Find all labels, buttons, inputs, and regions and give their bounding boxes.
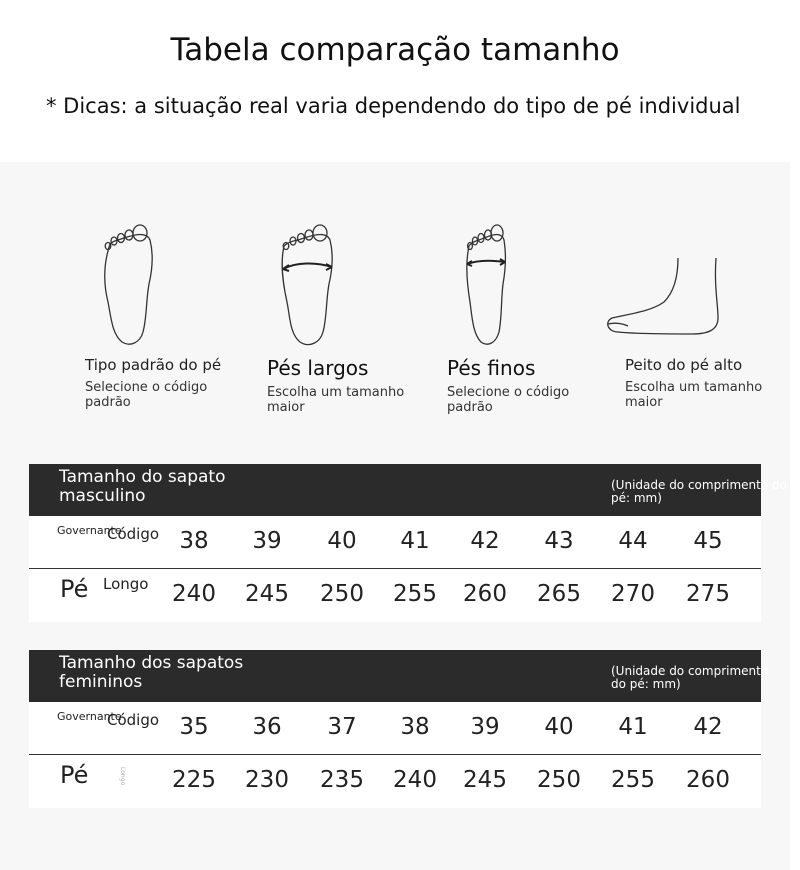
foot-type-title: Pés largos bbox=[267, 356, 369, 380]
size-code-cell: 40 bbox=[327, 528, 357, 554]
size-code-cell: 41 bbox=[618, 714, 648, 740]
foot-length-cell: 250 bbox=[537, 767, 581, 793]
foot-length-cell: 255 bbox=[611, 767, 655, 793]
foot-type-desc: Selecione o código padrão bbox=[85, 380, 208, 410]
foot-type-title: Tipo padrão do pé bbox=[85, 356, 222, 374]
foot-type-narrow bbox=[447, 356, 622, 415]
foot-length-cell: 265 bbox=[537, 581, 581, 607]
foot-type-desc: Selecione o código padrão bbox=[447, 385, 570, 415]
size-code-cell: 37 bbox=[327, 714, 357, 740]
table-title: Tamanho do sapato masculino bbox=[59, 467, 226, 506]
size-code-cell: 40 bbox=[544, 714, 574, 740]
foot-type-desc: Escolha um tamanho maior bbox=[267, 385, 405, 415]
size-code-cell: 38 bbox=[400, 714, 430, 740]
row-label-small: Longo bbox=[119, 767, 126, 786]
row-label: Código bbox=[107, 525, 160, 543]
row-label-small: Governante bbox=[57, 710, 122, 723]
foot-length-cell: 275 bbox=[686, 581, 730, 607]
foot-length-cell: 240 bbox=[393, 767, 437, 793]
foot-type-title: Peito do pé alto bbox=[625, 356, 743, 374]
foot-length-cell: 260 bbox=[686, 767, 730, 793]
foot-length-row bbox=[29, 569, 761, 622]
size-code-cell: 44 bbox=[618, 528, 648, 554]
womens-size-table bbox=[29, 650, 769, 808]
table-title: Tamanho dos sapatos femininos bbox=[59, 653, 244, 692]
row-label: Pé bbox=[60, 575, 89, 603]
row-label-small: Longo bbox=[103, 575, 149, 593]
foot-length-cell: 225 bbox=[172, 767, 216, 793]
row-label: Código bbox=[107, 711, 160, 729]
foot-length-cell: 245 bbox=[463, 767, 507, 793]
unit-note-line: do pé: mm) bbox=[611, 677, 681, 691]
unit-note bbox=[611, 664, 769, 691]
foot-type-desc: Escolha um tamanho maior bbox=[625, 380, 763, 410]
foot-length-cell: 270 bbox=[611, 581, 655, 607]
table-header bbox=[29, 650, 769, 702]
size-code-cell: 36 bbox=[252, 714, 282, 740]
header-area bbox=[0, 0, 790, 162]
unit-note bbox=[611, 478, 787, 505]
high-instep-icon bbox=[606, 256, 722, 338]
standard-foot-icon bbox=[100, 222, 156, 346]
foot-length-cell: 240 bbox=[172, 581, 216, 607]
size-code-cell: 43 bbox=[544, 528, 574, 554]
narrow-foot-icon bbox=[463, 222, 509, 346]
row-label-small: Governante bbox=[57, 524, 122, 537]
foot-type-wide bbox=[267, 356, 442, 415]
size-code-row bbox=[29, 702, 761, 755]
foot-type-title: Pés finos bbox=[447, 356, 536, 380]
foot-length-cell: 245 bbox=[245, 581, 289, 607]
tip-text: * Dicas: a situação real varia dependendo do tipo de pé individual bbox=[46, 94, 741, 118]
foot-length-cell: 250 bbox=[320, 581, 364, 607]
size-code-cell: 42 bbox=[693, 714, 723, 740]
table-header bbox=[29, 464, 787, 516]
foot-length-cell: 235 bbox=[320, 767, 364, 793]
foot-length-cell: 230 bbox=[245, 767, 289, 793]
unit-note-line: (Unidade do comprimento bbox=[611, 664, 769, 678]
row-label: Pé bbox=[60, 761, 89, 789]
size-code-cell: 45 bbox=[693, 528, 723, 554]
foot-type-high-instep bbox=[625, 356, 800, 410]
size-code-cell: 38 bbox=[179, 528, 209, 554]
foot-length-cell: 260 bbox=[463, 581, 507, 607]
size-code-cell: 39 bbox=[252, 528, 282, 554]
foot-type-standard bbox=[85, 356, 260, 410]
size-code-row bbox=[29, 516, 761, 569]
size-code-cell: 41 bbox=[400, 528, 430, 554]
page-title: Tabela comparação tamanho bbox=[170, 32, 620, 68]
unit-note-line: pé: mm) bbox=[611, 491, 662, 505]
foot-length-cell: 255 bbox=[393, 581, 437, 607]
unit-note-line: (Unidade do comprimento do bbox=[611, 478, 787, 492]
size-code-cell: 35 bbox=[179, 714, 209, 740]
size-code-cell: 42 bbox=[470, 528, 500, 554]
size-code-cell: 39 bbox=[470, 714, 500, 740]
wide-foot-icon bbox=[278, 222, 336, 346]
mens-size-table bbox=[29, 464, 787, 622]
foot-length-row bbox=[29, 755, 761, 808]
